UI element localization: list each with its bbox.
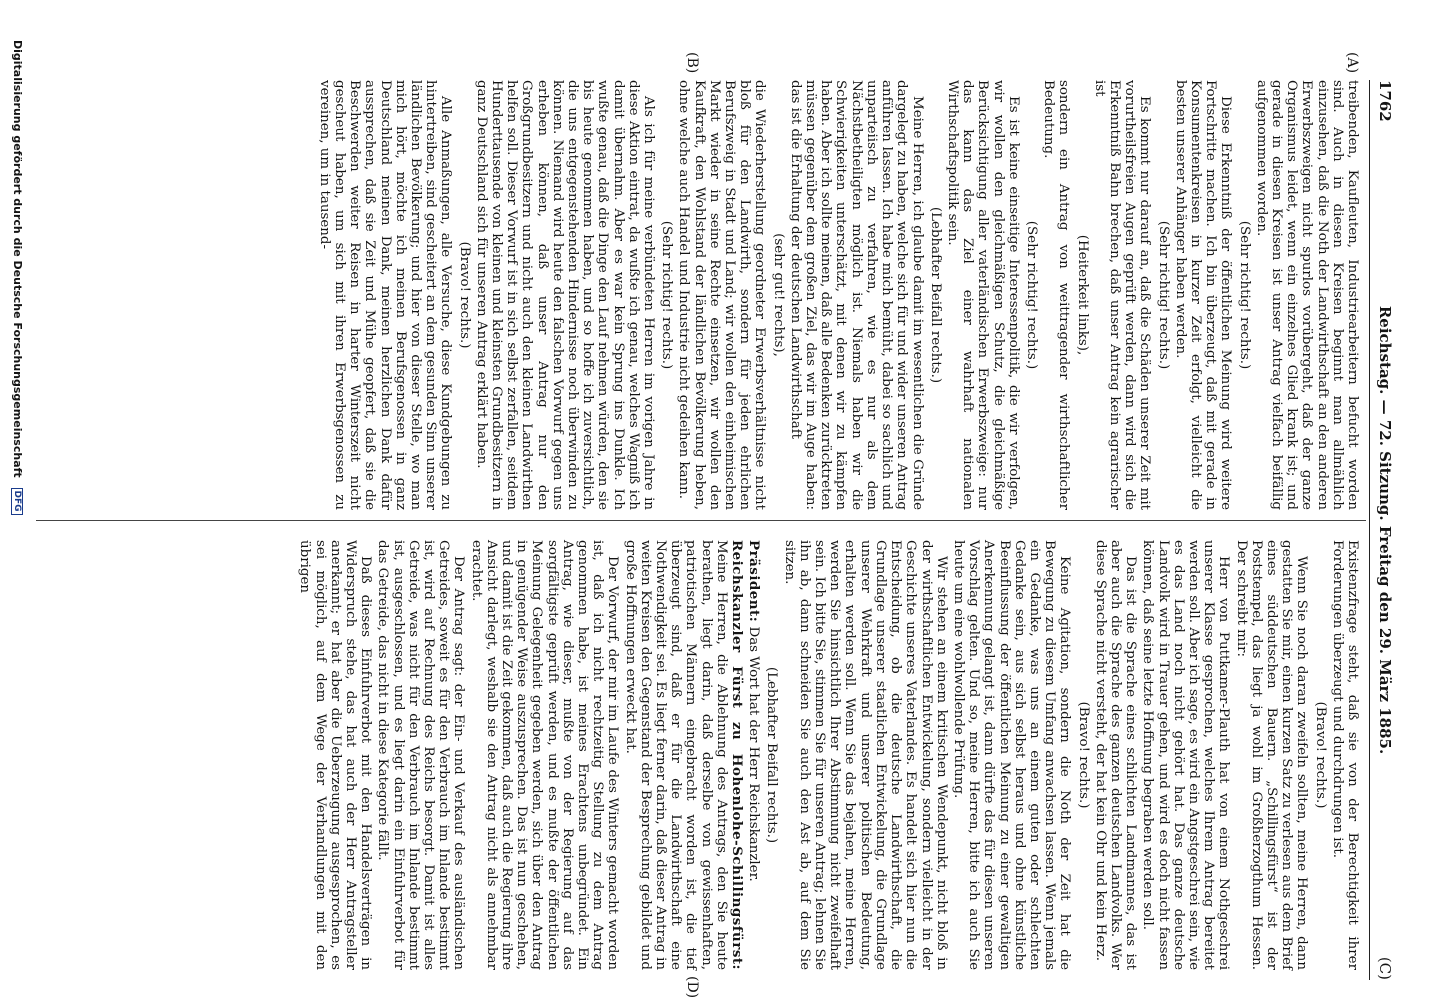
paragraph-text: sondern ein Antrag von weittragender wirthschaftlicher Bedeutung. xyxy=(1041,80,1072,510)
paragraph-text: Existenzfrage steht, daß sie von der Berechtigkeit ihrer Forderungen überzeugt und durchdrungen ist. xyxy=(1329,540,1360,970)
paragraph-text: Wir stehen an einem kritischen Wendepunkt, nicht bloß in der wirthschaftlichen Entwickelung, sondern vielleicht in der Geschichte unseres Vaterlandes. Es handelt sich hier nun die Entscheidung, ob die deutsche Landwirthschaft, die Grundlage unserer staatlichen Entwickelung, die Grundlage unserer Wehrkraft und unserer politischen Bedeutung, erhalten werden soll. Wenn Sie das bejahen, meine Herren, werden Sie hinsichtlich Ihrer Abstimmung nicht zweifelhaft sein. Ich bitte Sie, stimmen Sie für unseren Antrag; lehnen Sie ihn ab, dann schneiden Sie auch den Ast ab, auf dem Sie sitzen. xyxy=(781,540,949,970)
interjection-remark xyxy=(659,80,674,510)
speaker-name: Präsident: xyxy=(746,540,763,623)
paragraph xyxy=(1233,540,1309,970)
paragraph xyxy=(788,80,925,510)
paragraph-text: Herr von Puttkamer-Plauth hat von einem Nothgeschrei unserer Klasse gesprochen, welches Ihrem Antrag bereitet werden soll. Aber ich sage, es wird ein Angstgeschrei sein, wie es das Land noch nicht gehört hat. Das ganze deutsche Landvolk wird in Trauer gehen, und wird es doch nicht fassen können, daß seine letzte Hoffnung begraben werden soll. xyxy=(1140,540,1232,970)
digitization-footer xyxy=(11,40,24,980)
right-text-column xyxy=(295,540,1360,970)
paragraph-text: die Wiederherstellung geordneter Erwerbsverhältnisse nicht bloß für den Landwirth, sondern für jeden ehrlichen Berufszweig in Stadt und Land; wir wollen den einheimischen Markt wieder in seine Rechte einsetzen, wir wollen den Kaufkraft, den Wohlstand der ländlichen Bevölkerung heben, ohne welche auch Handel und Industrie nicht gedeihen kann. xyxy=(676,80,768,510)
margin-mark-a: (A) xyxy=(1344,52,1360,74)
column-divider xyxy=(36,520,1366,521)
paragraph-text: Alle Anmaßungen, alle Versuche, diese Kundgebungen zu hintertreiben, sind gescheitert an dem gesunden Sinn unserer ländlichen Bevölkerung; und hier von dieser Stelle, wo man mich hört, möchte ich meinen Berufsgenossen in ganz Deutschland meinen Dank, meinen herzlichen Dank dafür aussprechen, daß sie Zeit und Mühe geopfert, daß sie die Beschwerden weiter Reisen in harter Winterszeit nicht gescheut haben, um sich mit ihren Erwerbsgenossen zu vereinen, um in tausend- xyxy=(316,80,454,510)
remark-text: (Bravo! rechts.) xyxy=(1312,701,1328,809)
remark-text: (Lebhafter Beifall rechts.) xyxy=(764,666,780,844)
paragraph-text: Diese Erkenntniß der öffentlichen Meinung wird weitere Fortschritte machen. Ich bin überzeugt, daß mit gerade in Konsumentenkreisen in kurzer Zeit erfolgt, vielleicht die besten unserer Anhänger haben werden. xyxy=(1172,80,1234,510)
interjection-remark xyxy=(770,80,785,510)
paragraph-text: Als ich für meine verbündeten Herren im vorigen Jahre in diese Aktion eintrat, da wußte ich genau, welches Wagniß ich damit übernahm. Aber es war kein Sprung ins Dunkle. Ich wußte genau, daß die Dinge den Lauf nehmen würden, den sie bis heute genommen haben, und so hoffe ich zuversichtlich, die uns entgegenstehenden Hindernisse noch überwinden zu können. Niemand wird heute den falschen Vorwurf gegen uns erheben können, daß unser Antrag nur den Großgrundbesitzern und nicht auch den kleinen Landwirthen helfen soll. Dieser Vorwurf ist in sich selbst zerfallen, seitdem Hunderttausende von kleinen und kleinsten Grundbesitzern in ganz Deutschland sich für unseren Antrag erklärt haben. xyxy=(473,80,657,510)
paragraph-text: Daß dieses Einfuhrverbot mit den Handelsverträgen in Widerspruch stehe, das hat auch der Herr Antragsteller anerkannt; er hat aber die Ueberzeugung ausgesprochen, es sei möglich, auf dem Wege der Verhandlungen mit den übrigen xyxy=(297,540,374,970)
speaker-name: Reichskanzler Fürst zu Hohenlohe-Schillingsfürst: xyxy=(729,540,746,970)
footer-text: Digitalisierung gefördert durch die Deutsche Forschungsgemeinschaft xyxy=(11,40,24,478)
left-text-column xyxy=(315,80,1360,510)
column-mark-c: (C) xyxy=(1376,956,1394,980)
paragraph xyxy=(1140,540,1231,970)
paragraph-text: Meine Herren, ich glaube damit im wesentlichen die Gründe dargelegt zu haben, welche sich für und wider unseren Antrag anführen lassen. Ich habe mich bemüht, dabei so sachlich und unparteiisch zu verfahren, wie es nur als dem Nächstbetheiligten möglich ist. Niemals haben wir die Schwierigkeiten unterschätzt, mit denen wir zu kämpfen haben. Aber ich sollte meinen, daß alle Bedenken zurücktreten müssen gegenüber dem großen Ziel, das wir im Auge haben: das ist die Erhaltung der deutschen Landwirthschaft xyxy=(787,80,925,510)
remark-text: (Sehr richtig! rechts.) xyxy=(1236,220,1252,370)
paragraph-text: Es ist keine einseitige Interessenpolitik, die wir verfolgen, wir wollen den gleichmäßigen Schutz, die gleichmäßige Berücksichtigung aller vaterländischen Erwerbszweige: nur das kann das Ziel einer wahrhaft nationalen Wirthschaftspolitik sein. xyxy=(944,80,1021,510)
page-header xyxy=(1370,80,1394,980)
paragraph-text: Meine Herren, die Ablehnung des Antrags, den Sie heute berathen, liegt darin, daß derselbe von gewissenhaften, patriotischen Männern eingebracht worden ist, die tief überzeugt sind, daß er für die Landwirthschaft eine Nothwendigkeit sei. Es liegt ferner darin, daß dieser Antrag in weiten Kreisen den Gegenstand der Besprechung gebildet und große Hoffnungen erweckt hat. xyxy=(622,540,729,970)
paragraph xyxy=(1093,540,1139,970)
interjection-remark xyxy=(456,80,471,510)
interjection-remark xyxy=(928,80,943,510)
remark-text: (Bravo! rechts.) xyxy=(456,241,472,349)
remark-text: (sehr gut! rechts), xyxy=(770,233,786,357)
paragraph-text: Es kommt nur darauf an, daß die Schäden unserer Zeit mit vorurtheilsfreien Augen geprüft werden, dann wird sich die Erkenntniß Bahn brechen, daß unser Antrag kein agrarischer ist xyxy=(1091,80,1153,510)
interjection-remark xyxy=(1074,80,1089,510)
paragraph xyxy=(375,540,466,970)
paragraph-text: Das ist die Sprache eines schlichten Landmannes, das ist aber auch die Sprache des ganzen deutschen Landvolks. Wer diese Sprache nicht versteht, der hat kein Ohr und kein Herz. xyxy=(1092,540,1139,970)
paragraph xyxy=(951,540,1073,970)
paragraph-text: Der Vorwurf, der mir im Laufe des Winters gemacht worden ist, daß ich nicht rechtzeitig Stellung zu dem Antrag genommen habe, ist meines Erachtens unbegründet. Ein Antrag, wie dieser, mußte von der Regierung auf das sorgfältigste geprüft werden, und es mußte der öffentlichen Meinung Gelegenheit gegeben werden, sich über den Antrag in genügender Weise auszusprechen. Das ist nun geschehen, und damit ist die Zeit gekommen, daß auch die Regierung ihre Ansicht darlegt, weshalb sie den Antrag nicht als annehmbar erachtet. xyxy=(468,540,621,970)
paragraph xyxy=(781,540,948,970)
paragraph-text: Keine Agitation, sondern die Noth der Zeit hat die Bewegung zu diesem Umfang anwachsen lassen. Wenn jemals ein Gedanke, was uns an einem guten oder schlechten Gedanke sein, aus sich selbst heraus und ohne künstliche Beeinflussung der öffentlichen Meinung zu einer gewaltigen Anerkennung gelangt ist, dann dürfte das für diesen unseren Vorschlag gelten. Und so, meine Herren, bitte ich auch Sie heute um eine wohlwollende Prüfung. xyxy=(950,540,1073,970)
paragraph xyxy=(1330,540,1360,970)
remark-text: (Lebhafter Beifall rechts.) xyxy=(927,206,943,384)
page-number: 1762 xyxy=(1376,80,1394,122)
margin-mark-d: (D) xyxy=(684,976,700,999)
paragraph xyxy=(297,540,373,970)
interjection-remark xyxy=(1312,540,1327,970)
remark-text: (Sehr richtig! rechts.) xyxy=(1023,220,1039,370)
interjection-remark xyxy=(1155,80,1170,510)
dfg-logo: DFG xyxy=(11,488,23,515)
paragraph xyxy=(317,80,454,510)
paragraph xyxy=(474,80,656,510)
interjection-remark xyxy=(1024,80,1039,510)
remark-text: (Sehr richtig! rechts.) xyxy=(659,220,675,370)
remark-text: (Heiterkeit links), xyxy=(1074,234,1090,356)
running-title: Reichstag. — 72. Sitzung. Freitag den 29. März 1885. xyxy=(1376,305,1394,755)
paragraph xyxy=(676,80,767,510)
interjection-remark xyxy=(1075,540,1090,970)
paragraph xyxy=(1041,80,1071,510)
paragraph-text: Der Antrag sagt: der Ein- und Verkauf des ausländischen Getreides, soweit es für den Verbrauch im Inlande bestimmt ist, wird auf Rechnung des Reichs besorgt. Damit ist alles Getreide, was nicht für den Verbrauch im Inlande bestimmt ist, ausgeschlossen, und es liegt darin ein Einfuhrverbot für das Getreide, das nicht in diese Kategorie fällt. xyxy=(375,540,467,970)
remark-text: (Bravo! rechts.) xyxy=(1075,701,1091,809)
paragraph xyxy=(945,80,1021,510)
interjection-remark xyxy=(764,540,779,970)
paragraph xyxy=(622,540,744,970)
paragraph xyxy=(1173,80,1234,510)
margin-mark-b: (B) xyxy=(684,52,700,74)
paragraph-text: treibenden, Kaufleuten, Industriearbeitern befucht worden sind. Auch in diesen Kreisen beginnt man allmählich einzusehen, daß die Noth der Landwirthschaft an den anderen Erwerbszweigen nicht spurlos vorübergeht, daß der ganze Organismus leidet, wenn ein einzelnes Glied krank ist; und gerade in diesen Kreisen ist unser Antrag vielfach beifällig aufgenommen worden. xyxy=(1253,80,1360,510)
paragraph xyxy=(468,540,620,970)
interjection-remark xyxy=(1236,80,1251,510)
header-divider xyxy=(1369,80,1370,980)
paragraph xyxy=(746,540,761,970)
paragraph-text: Das Wort hat der Herr Reichskanzler. xyxy=(746,626,762,882)
paragraph-text: Wenn Sie noch daran zweifeln sollten, meine Herren, dann gestatten Sie mir, einen kurzen Satz zu verlesen aus dem Brief eines süddeutschen Bauern. „Schillingsfürst“ ist der Poststempel, das liegt ja wohl im Großherzogthum Hessen. Der schreibt mir: xyxy=(1233,540,1310,970)
paragraph xyxy=(1254,80,1360,510)
paragraph xyxy=(1092,80,1153,510)
remark-text: (Sehr richtig! rechts.) xyxy=(1155,220,1171,370)
